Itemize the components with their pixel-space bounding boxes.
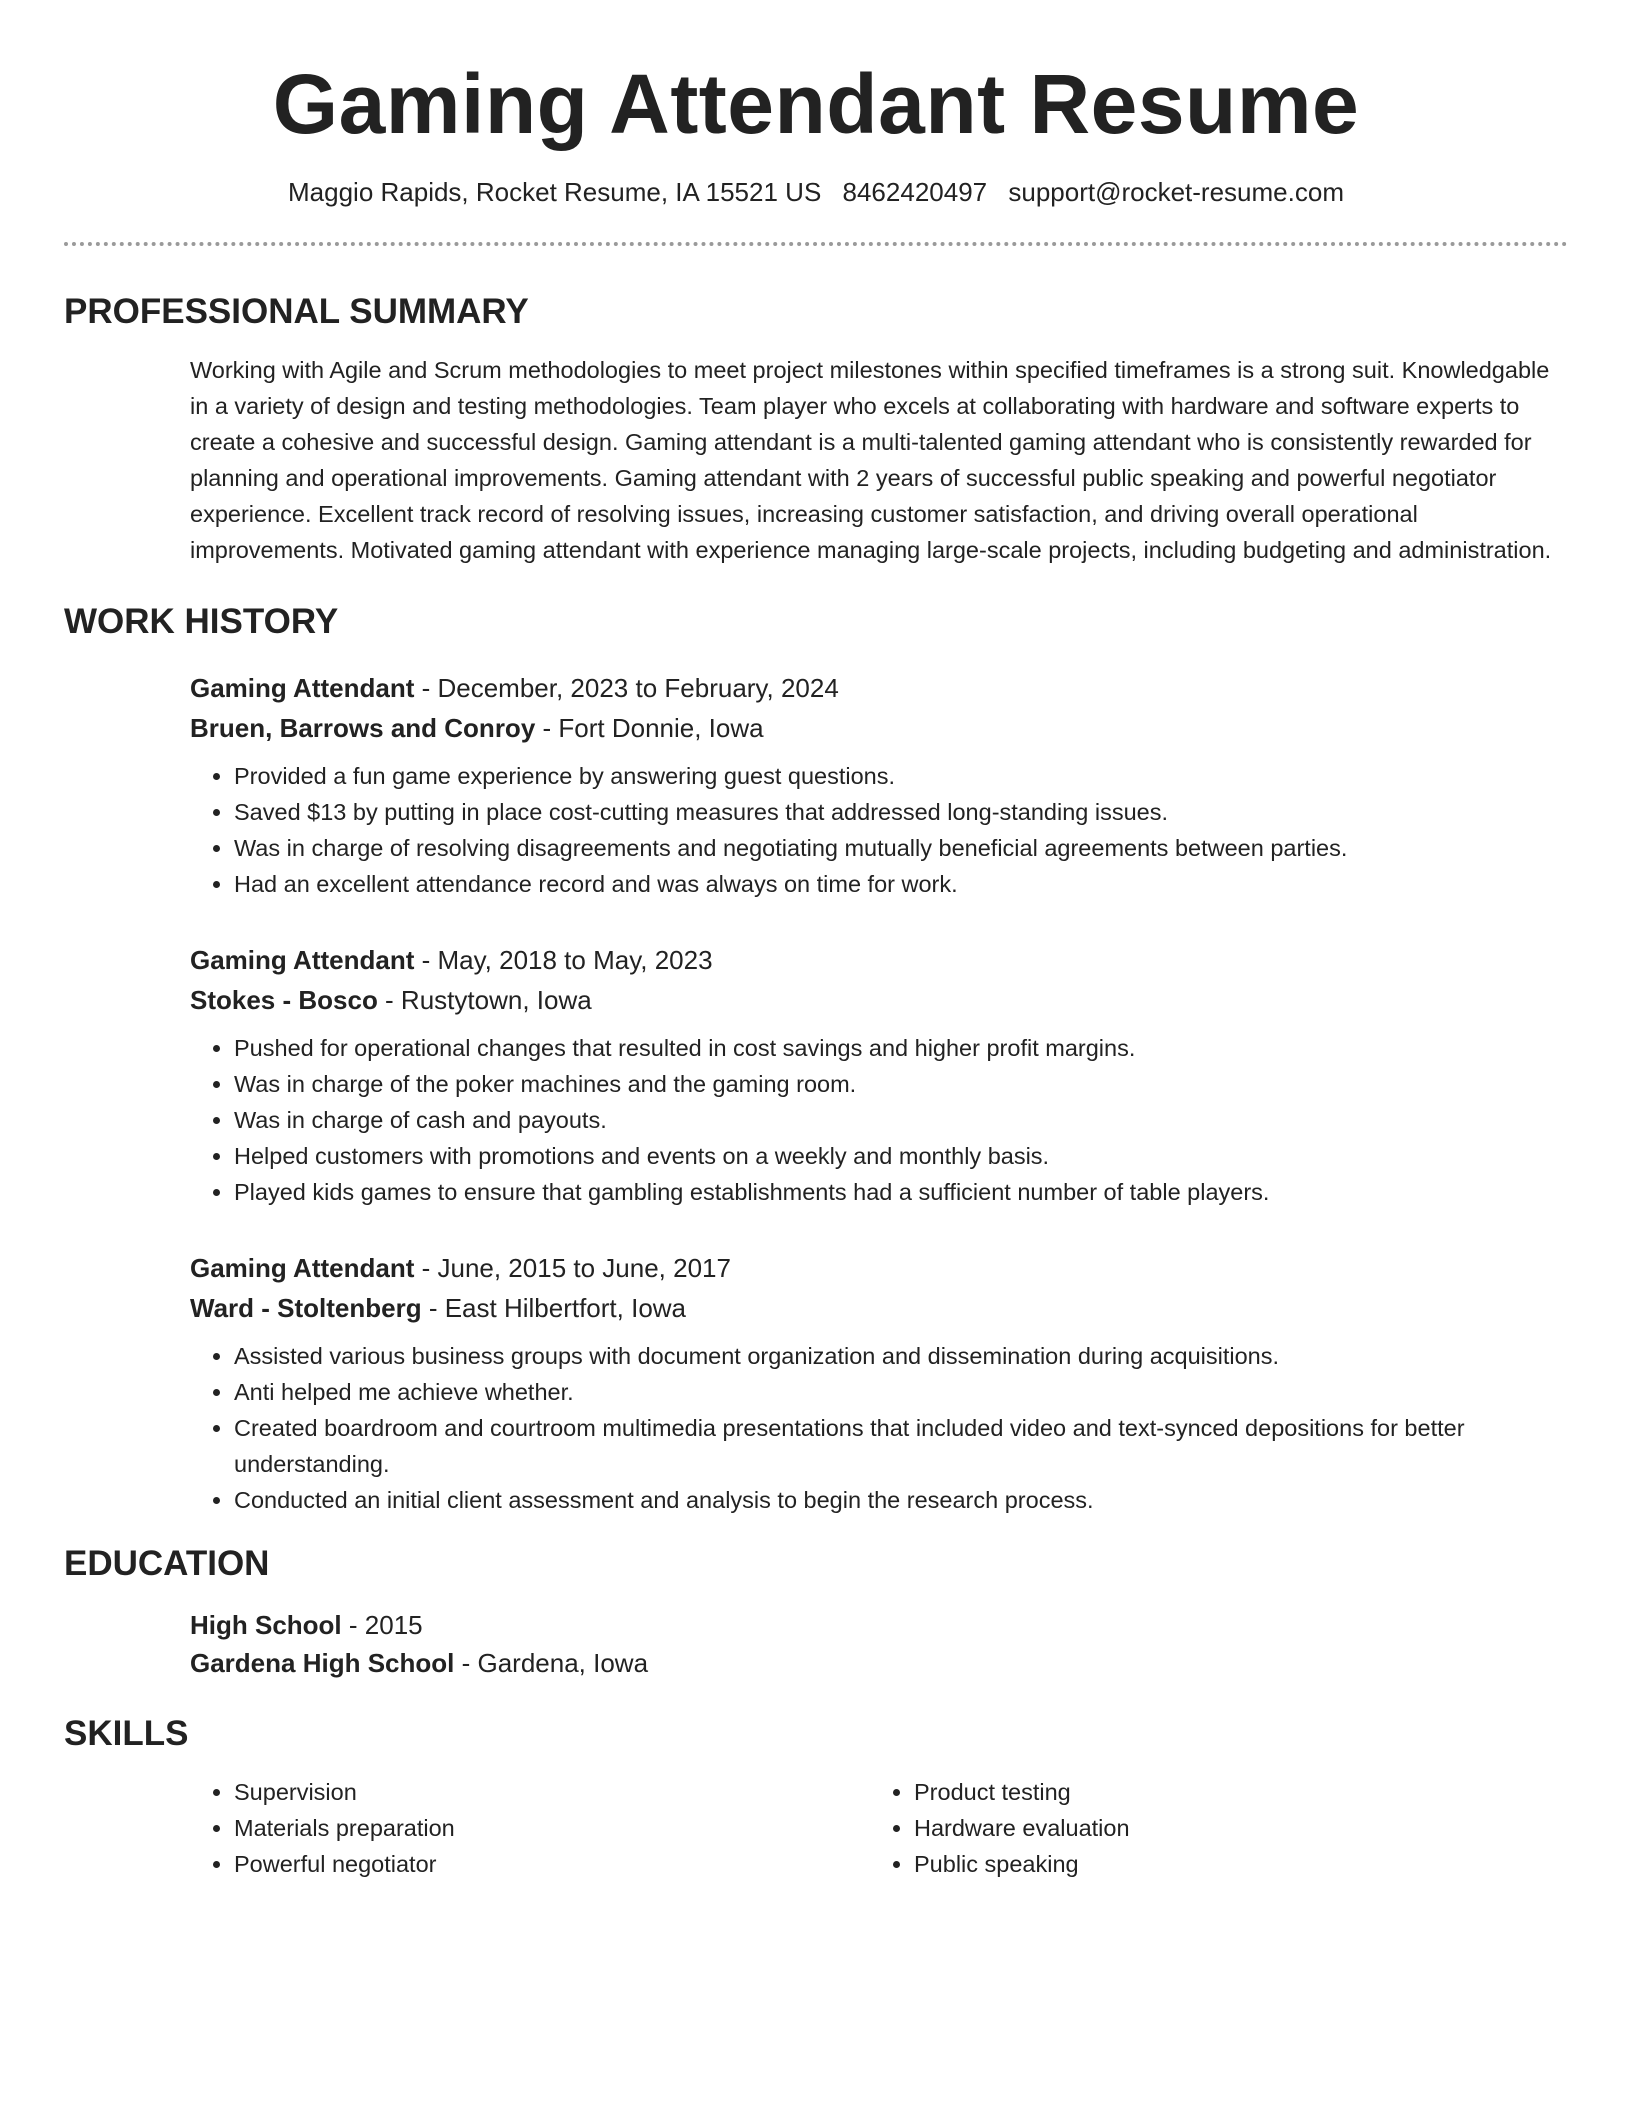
education-section	[64, 1542, 1568, 1682]
summary-text: Working with Agile and Scrum methodologies to meet project milestones within specified timeframes is a strong suit. Knowledgable in a variety of design and testing methodologies. Team player who excels at collaborating with hardware and software experts to create a cohesive and successful design. Gaming attendant is a multi-talented gaming attendant who is consistently rewarded for planning and operational improvements. Gaming attendant with 2 years of successful public speaking and powerful negotiator experience. Excellent track record of resolving issues, increasing customer satisfaction, and driving overall operational improvements. Motivated gaming attendant with experience managing large-scale projects, including budgeting and administration.	[190, 357, 1552, 563]
job-bullet: • Was in charge of the poker machines and the gaming room.	[234, 1066, 1568, 1102]
job-dates: - May, 2018 to May, 2023	[414, 945, 713, 975]
skills-list-left	[190, 1774, 870, 1882]
skill-item: • Product testing	[914, 1774, 1550, 1810]
education-school-line	[190, 1644, 1568, 1682]
work-history-section	[64, 600, 1568, 1518]
job-bullet: • Was in charge of cash and payouts.	[234, 1102, 1568, 1138]
job-location: - East Hilbertfort, Iowa	[421, 1293, 687, 1323]
job-entry	[190, 668, 1568, 902]
work-history-heading: WORK HISTORY	[64, 602, 339, 641]
education-heading: EDUCATION	[64, 1544, 270, 1583]
job-company: Stokes - Bosco	[190, 985, 378, 1015]
job-company: Bruen, Barrows and Conroy	[190, 713, 536, 743]
job-title-line	[190, 940, 1568, 980]
job-dates: - June, 2015 to June, 2017	[414, 1253, 731, 1283]
summary-body	[190, 352, 1568, 568]
job-bullet: • Created boardroom and courtroom multimedia presentations that included video and text-synced depositions for better understanding.	[234, 1410, 1568, 1482]
job-title-line	[190, 1248, 1568, 1288]
job-bullet: • Was in charge of resolving disagreements and negotiating mutually beneficial agreements between parties.	[234, 830, 1568, 866]
job-company-line	[190, 708, 1568, 748]
education-body	[190, 1606, 1568, 1682]
resume-title: Gaming Attendant Resume	[272, 57, 1360, 151]
job-bullet: • Pushed for operational changes that resulted in cost savings and higher profit margins.	[234, 1030, 1568, 1066]
job-company: Ward - Stoltenberg	[190, 1293, 422, 1323]
job-bullets	[190, 1030, 1568, 1210]
skills-section	[64, 1712, 1568, 1882]
job-bullet: • Provided a fun game experience by answering guest questions.	[234, 758, 1568, 794]
summary-heading: PROFESSIONAL SUMMARY	[64, 292, 529, 331]
job-bullet: • Anti helped me achieve whether.	[234, 1374, 1568, 1410]
education-year: - 2015	[341, 1610, 423, 1640]
skill-item: • Powerful negotiator	[234, 1846, 870, 1882]
job-company-line	[190, 1288, 1568, 1328]
education-school: Gardena High School	[190, 1648, 455, 1678]
job-dates: - December, 2023 to February, 2024	[414, 673, 839, 703]
job-bullet: • Helped customers with promotions and events on a weekly and monthly basis.	[234, 1138, 1568, 1174]
job-bullet: • Assisted various business groups with document organization and dissemination during acquisitions.	[234, 1338, 1568, 1374]
job-bullets	[190, 758, 1568, 902]
job-title: Gaming Attendant	[190, 945, 415, 975]
education-degree: High School	[190, 1610, 342, 1640]
education-degree-line	[190, 1606, 1568, 1644]
job-entry	[190, 940, 1568, 1210]
job-bullet: • Played kids games to ensure that gambling establishments had a sufficient number of table players.	[234, 1174, 1568, 1210]
skill-item: • Materials preparation	[234, 1810, 870, 1846]
job-company-line	[190, 980, 1568, 1020]
skill-item: • Public speaking	[914, 1846, 1550, 1882]
skills-body	[190, 1774, 1568, 1882]
job-bullet: • Conducted an initial client assessment and analysis to begin the research process.	[234, 1482, 1568, 1518]
job-bullet: • Had an excellent attendance record and was always on time for work.	[234, 866, 1568, 902]
header-divider	[64, 242, 1568, 246]
job-bullets	[190, 1338, 1568, 1518]
skills-heading: SKILLS	[64, 1714, 189, 1753]
job-entry	[190, 1248, 1568, 1518]
education-location: - Gardena, Iowa	[454, 1648, 649, 1678]
resume-header	[64, 0, 1568, 210]
contact-phone: 8462420497	[842, 177, 988, 207]
contact-line	[64, 174, 1568, 210]
job-location: - Rustytown, Iowa	[377, 985, 592, 1015]
skill-item: • Hardware evaluation	[914, 1810, 1550, 1846]
contact-address: Maggio Rapids, Rocket Resume, IA 15521 US	[288, 177, 822, 207]
summary-section	[64, 290, 1568, 568]
job-title: Gaming Attendant	[190, 1253, 415, 1283]
skills-list-right	[870, 1774, 1550, 1882]
job-bullet: • Saved $13 by putting in place cost-cutting measures that addressed long-standing issues.	[234, 794, 1568, 830]
job-location: - Fort Donnie, Iowa	[535, 713, 764, 743]
work-history-body	[190, 668, 1568, 1518]
job-title-line	[190, 668, 1568, 708]
job-title: Gaming Attendant	[190, 673, 415, 703]
contact-email: support@rocket-resume.com	[1008, 177, 1344, 207]
skill-item: • Supervision	[234, 1774, 870, 1810]
